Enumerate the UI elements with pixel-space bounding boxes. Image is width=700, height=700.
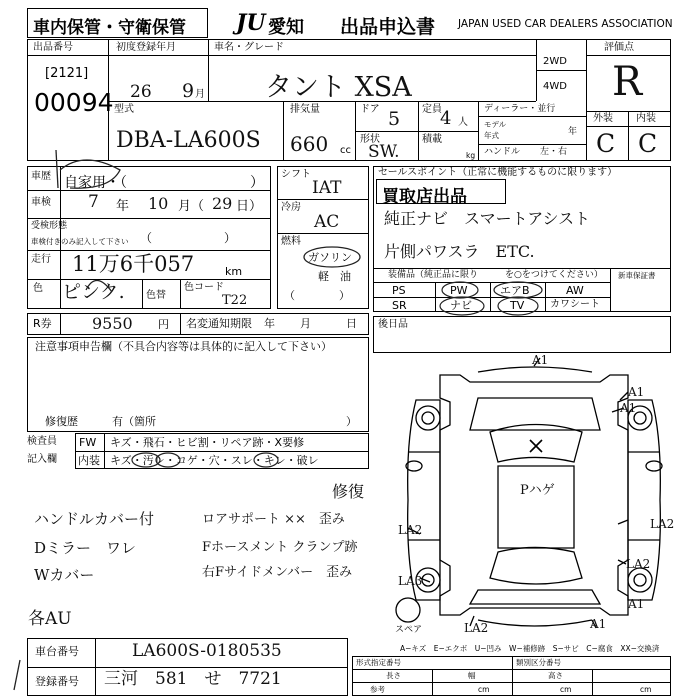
interior-items: キズ・汚レ・コゲ・穴・スレ・キレ・破レ [110,454,319,467]
load-unit: kg [466,151,476,160]
class-label: 類別区分番号 [516,658,561,667]
damage-mark-right-rear: LA2 [626,557,651,571]
remark-f-hosement: Fホースメント クランプ跡 [202,540,358,555]
selling-line2: 片側パワスラ ETC. [384,242,535,261]
roof-mark: Pハゲ [520,483,555,498]
drive-2wd: 2WD [543,56,567,67]
equip-aw: AW [566,284,584,297]
equip-navi: ナビ [450,299,472,312]
color-value: ピンク. [62,281,125,303]
deadline-year: 年 [264,317,275,330]
recycle-unit: 円 [158,318,169,331]
color-label: 色 [33,283,43,294]
name-grade-label: 車名・グレード [214,42,284,53]
inspection-year: 7 [88,192,99,212]
repair-heading: 修復 [332,482,365,501]
receive-note: 車検付きのみ記入して下さい [31,237,129,246]
damage-mark-rear-right-corner: A1 [628,597,645,611]
fuel-gas: ガソリン [308,251,352,264]
inspection-day: 29 [212,194,233,213]
color-change-label: 色替 [146,290,166,301]
receive-paren: （ ） [140,231,237,245]
remark-lower-support: ロアサポート ×× 歪み [202,512,345,527]
shift-value: IAT [312,178,342,198]
displacement-unit: cc [340,145,351,156]
shape-value: SW. [368,142,400,162]
ac-label: 冷房 [281,202,301,213]
capacity-unit: 人 [458,117,468,128]
recycle-value: 9550 [92,314,133,333]
recycle-label: R券 [33,317,52,330]
new-car-warranty-label: 新車保証書 [618,271,656,280]
deadline-month: 月 [300,317,311,330]
equip-tv: TV [510,299,525,312]
cm-1: cm [478,685,490,694]
doors-label: ドア [360,104,380,115]
dealer-label: ディーラー・並行 [484,104,556,114]
inspector-label: 検査員 [27,436,57,447]
ac-value: AC [314,212,340,232]
height-label: 高さ [548,671,563,680]
plate-label: 登録番号 [35,675,79,688]
spare-label: スペア [395,625,423,635]
equipment-label: 装備品（純正品に限り を○をつけてください） [388,270,603,280]
damage-mark-front: A1 [532,353,549,367]
chassis-label: 車台番号 [35,645,79,658]
shape-label: 形状 [360,134,380,145]
color-code-value: T22 [222,293,248,308]
car-name-grade: タント XSA [265,72,412,103]
fuel-diesel: 軽 油 [318,270,351,283]
damage-mark-right-fender: A1 [620,401,637,415]
inspection-month: 10 [148,194,169,213]
inspection-day-char: 日） [236,199,263,214]
width-label: 幅 [468,671,476,680]
lot-number-label: 出品番号 [33,42,73,53]
later-docs-label: 後日品 [378,319,408,330]
damage-mark-rear-left: LA2 [464,621,489,635]
fw-label: FW [79,436,97,449]
score-value: R [612,59,643,105]
ju-logo: JU [236,10,266,36]
storage-title: 車内保管・守衛保管 [33,18,186,38]
color-code-label: 色コード [184,282,224,293]
history-value: 自家用・（ [64,175,127,191]
history-label: 車歴 [31,171,51,182]
cm-3: cm [640,685,652,694]
fuel-paren: （ ） [284,289,350,302]
inspection-label: 車検 [31,197,51,208]
ref-label-1: 参考 [370,685,385,694]
repair-history-value: 有（箇所 [112,415,156,428]
remark-r-side-member: 右Fサイドメンバー 歪み [202,565,353,580]
shape-cert-label: 形式指定番号 [356,658,401,667]
mileage-unit: km [225,265,243,278]
selling-points-label: セールスポイント（正常に機能するものに限ります） [378,167,618,178]
remark-d-mirror: Dミラー ワレ [34,539,137,557]
model-label: 型式 [114,104,134,115]
inspection-year-char: 年 [116,199,130,214]
first-reg-label: 初度登録年月 [116,42,176,53]
receive-label: 受検形態 [31,221,68,231]
model-year-label2: 年式 [484,131,499,140]
first-reg-month: 9 [182,80,195,102]
lot-number: 00094 [34,88,114,117]
fuel-label: 燃料 [281,236,301,247]
handle-options: 左・右 [540,147,568,157]
length-label: 長さ [386,671,401,680]
remark-handle-cover: ハンドルカバー付 [34,510,155,528]
equip-kawa-seat: カワシート [550,299,600,310]
doors-value: 5 [388,108,401,130]
model-code: DBA-LA600S [116,128,261,153]
year-suffix: 年 [568,127,578,137]
plate-number: 三河 581 せ 7721 [104,669,282,689]
capacity-label: 定員 [422,104,442,115]
month-suffix: 月 [195,89,205,100]
dealer-item: 買取店出品 [382,187,467,207]
damage-mark-rear-right: A1 [590,617,607,631]
score-label: 評価点 [604,42,634,53]
exterior-grade: C [596,129,616,158]
handle-label: ハンドル [484,147,521,157]
fw-items: キズ・飛石・ヒビ割・リペア跡・X要修 [110,436,305,449]
inspector-label2: 記入欄 [27,454,57,465]
selling-line1: 純正ナビ スマートアシスト [384,209,591,228]
load-label: 積載 [422,134,442,145]
cm-2: cm [560,685,572,694]
equip-sr: SR [392,299,407,312]
lot-sub-number: [2121] [45,66,89,81]
capacity-value: 4 [440,108,452,129]
history-close: ） [250,175,264,191]
damage-legend: A−キズ E−エクボ U−凹み W−補修跡 S−サビ C−腐食 XX−交換済 [400,644,660,653]
equip-pw: PW [450,284,468,297]
mileage-label: 走行 [31,254,51,265]
equip-airbag: エアB [500,284,530,297]
deadline-label: 名変通知期限 [186,317,252,330]
chassis-number: LA600S-0180535 [132,641,282,661]
association-name: JAPAN USED CAR DEALERS ASSOCIATION [458,18,673,30]
deadline-day: 日 [346,317,357,330]
mileage-value: 11万6千057 [72,252,195,276]
model-year-label: モデル [484,120,507,129]
drive-4wd: 4WD [543,81,567,92]
exterior-label: 外装 [593,113,613,124]
shift-label: シフト [281,169,311,180]
damage-mark-front-right: A1 [628,385,645,399]
repair-history-label: 修復歴 [45,415,78,428]
form-title: 出品申込書 [340,16,436,38]
org-name: 愛知 [268,17,304,38]
interior-check-label: 内装 [78,454,100,467]
remark-w-cover: Wカバー [34,566,95,584]
interior-grade: C [638,129,658,158]
remark-each-au: 各AU [28,609,72,629]
repair-history-close: ） [346,415,357,428]
damage-mark-left-side: LA2 [398,523,423,537]
damage-mark-right-side: LA2 [650,517,675,531]
notes-label: 注意事項申告欄（不具合内容等は具体的に記入して下さい） [35,340,332,353]
interior-label: 内装 [636,113,656,124]
displacement-label: 排気量 [290,104,320,115]
damage-mark-left-rear: LA3 [398,574,423,588]
inspection-month-char: 月（ [178,199,205,214]
displacement-value: 660 [290,132,329,156]
equip-ps: PS [392,284,406,297]
first-reg-year: 26 [130,82,152,102]
